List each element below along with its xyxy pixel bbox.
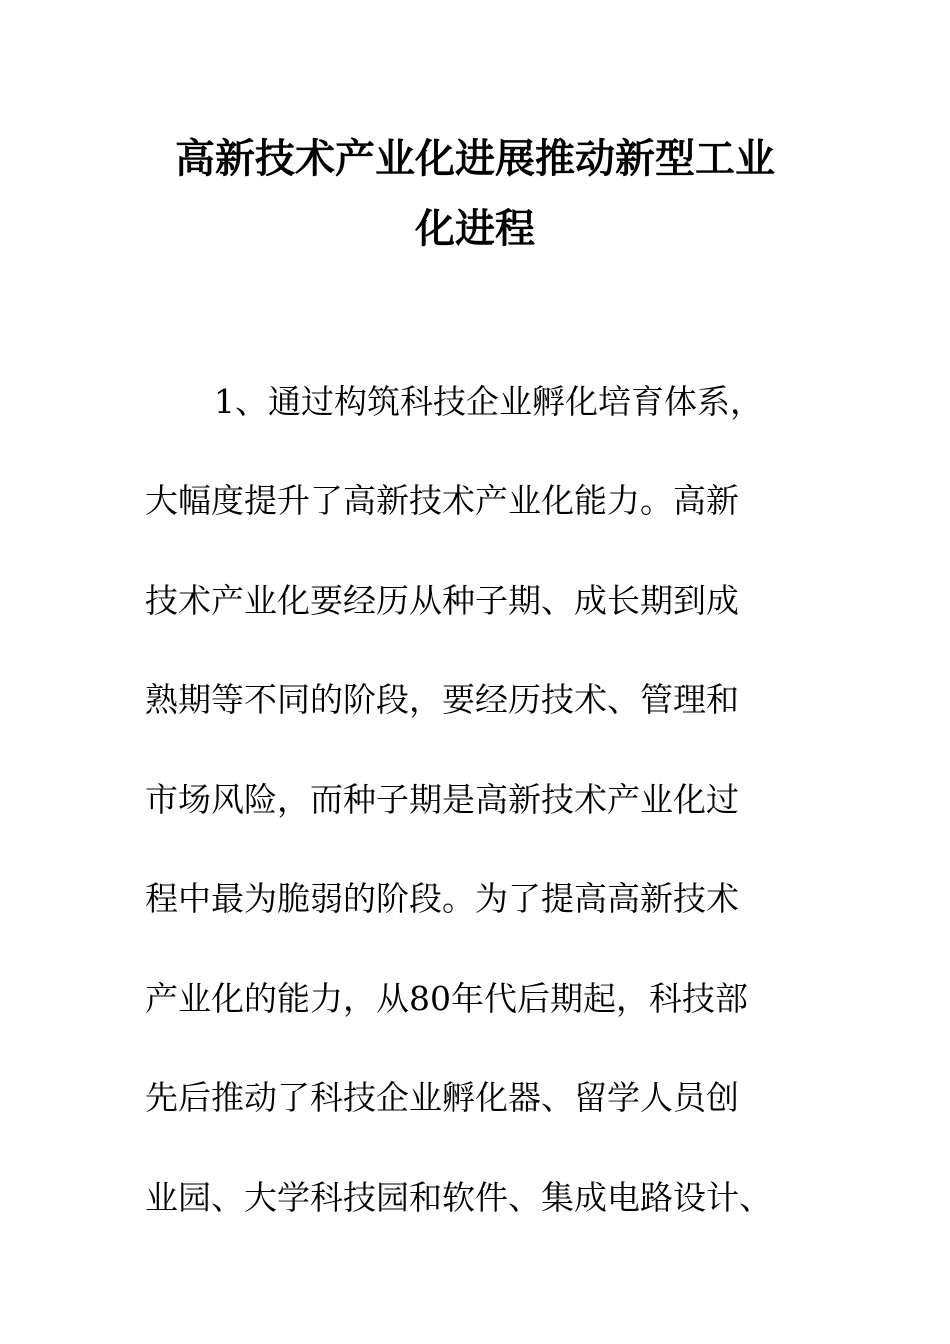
body-line-4: 熟期等不同的阶段，要经历技术、管理和	[145, 680, 739, 719]
body-line-6: 程中最为脆弱的阶段。为了提高高新技术	[145, 879, 739, 918]
body-line-1: 1、通过构筑科技企业孵化培育体系，	[214, 382, 763, 421]
body-line-3: 技术产业化要经历从种子期、成长期到成	[145, 581, 739, 620]
body-line-5: 市场风险，而种子期是高新技术产业化过	[145, 780, 739, 819]
title-line-1: 高新技术产业化进展推动新型工业	[175, 135, 775, 182]
body-line-2: 大幅度提升了高新技术产业化能力。高新	[145, 481, 739, 520]
body-line-7: 产业化的能力，从80年代后期起，科技部	[145, 979, 748, 1018]
body-line-8: 先后推动了科技企业孵化器、留学人员创	[145, 1078, 739, 1117]
title-line-2: 化进程	[415, 205, 535, 252]
body-line-9: 业园、大学科技园和软件、集成电路设计、	[145, 1178, 772, 1217]
